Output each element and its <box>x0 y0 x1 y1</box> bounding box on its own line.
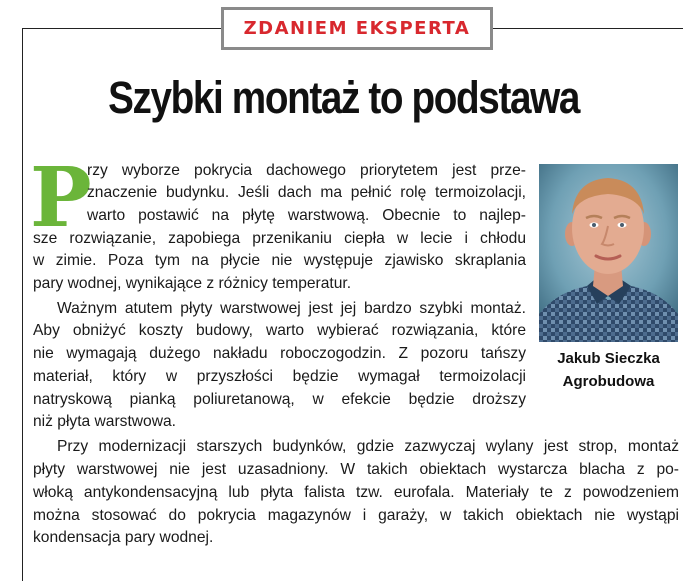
body-line: Ważnym atutem płyty warstwowej jest jej bardzo szybki montaż. <box>57 300 526 317</box>
section-badge <box>221 7 493 50</box>
body-line: warto postawić na płytę warstwową. Obecnie to najlep- <box>87 207 526 224</box>
body-line: materiał, który w przyszłości będzie wymagał termoizolacji <box>33 368 526 385</box>
body-line: natryskową pianką poliuretanową, w efekcie będzie droższy <box>33 391 526 408</box>
body-line: włoką antykondensacyjną lub płyta falista tzw. eurofala. Materiały te z powodzeniem <box>33 484 679 501</box>
body-line: sze rozwiązanie, zapobiega przenikaniu ciepła w lecie i chłodu <box>33 230 526 247</box>
body-line: w zimie. Poza tym na płycie nie występuje zjawisko skraplania <box>33 252 526 269</box>
body-line: pary wodnej, wynikające z różnicy temperatur. <box>33 275 352 292</box>
headline: Szybki montaż to podstawa <box>108 72 579 123</box>
section-label: ZDANIEM EKSPERTA <box>243 18 471 39</box>
expert-company: Agrobudowa <box>562 373 655 390</box>
body-line: Przy modernizacji starszych budynków, gdzie zazwyczaj wylany jest strop, montaż <box>57 438 679 455</box>
body-line: można stosować do pokrycia magazynów i garaży, w takich obiektach nie wystąpi <box>33 507 679 524</box>
drop-cap: P <box>30 150 92 246</box>
body-line: nie wymagają dużego nakładu roboczogodzin. Z pozoru tańszy <box>33 345 526 362</box>
body-line: rzy wyborze pokrycia dachowego priorytetem jest prze- <box>87 162 526 179</box>
body-line: płyty warstwowej nie jest uzasadniony. W takich obiektach wystarcza blacha z po- <box>33 461 679 478</box>
body-line: Aby obniżyć koszty budowy, warto wybierać rozwiązania, które <box>33 322 526 339</box>
expert-name: Jakub Sieczka <box>557 350 660 367</box>
body-line: znaczenie budynku. Jeśli dach ma pełnić rolę termoizolacji, <box>87 184 526 201</box>
expert-photo <box>539 164 678 342</box>
body-line: niż płyta warstwowa. <box>33 413 176 430</box>
body-line: kondensacja pary wodnej. <box>33 529 214 546</box>
